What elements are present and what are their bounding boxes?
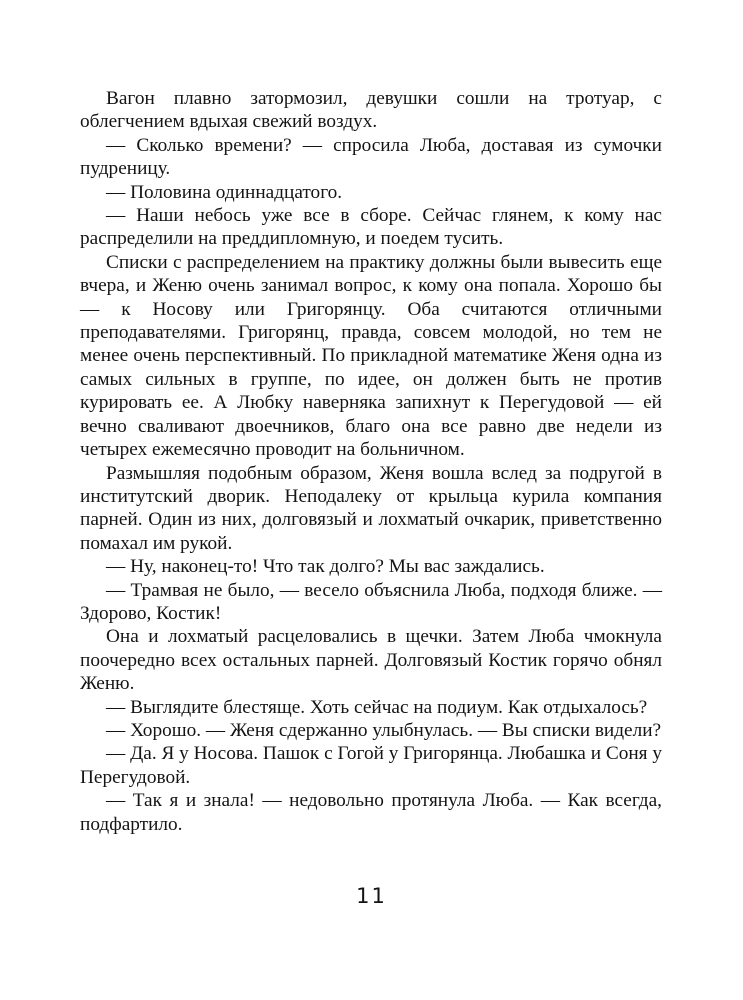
paragraph: Вагон плавно затормозил, девушки сошли на тротуар, с облегчением вдыхая свежий воздух. <box>80 88 662 133</box>
paragraph: Списки с распределением на практику должны были вывесить еще вчера, и Женю очень занимал вопрос, к кому она попала. Хорошо бы — к Носову или Григорянцу. Оба считаются отличными преподавателями. Григорянц, правда, совсем молодой, но тем не менее очень перспективный. По прикладной математике Женя одна из самых сильных в группе, по идее, он должен быть не против курировать ее. А Любку наверняка запихнут к Перегудовой — ей вечно сваливают двоечников, благо она все равно две недели из четырех ежемесячно проводит на больничном. <box>80 251 662 461</box>
paragraph: — Выглядите блестяще. Хоть сейчас на подиум. Как отдыхалось? <box>106 696 648 718</box>
paragraph: — Трамвая не было, — весело объяснила Люба, подходя ближе. — Здорово, Костик! <box>80 579 662 624</box>
paragraph: — Так я и знала! — недовольно протянула Люба. — Как всегда, подфартило. <box>80 790 662 835</box>
paragraph: — Хорошо. — Женя сдержанно улыбнулась. — Вы списки видели? <box>106 719 662 741</box>
body-text <box>80 87 662 836</box>
paragraph: Она и лохматый расцеловались в щечки. Затем Люба чмокнула поочередно всех остальных парней. Долговязый Костик горячо обнял Женю. <box>80 626 662 695</box>
paragraph: — Сколько времени? — спросила Люба, доставая из сумочки пудреницу. <box>80 134 662 180</box>
page-number: 11 <box>356 884 387 908</box>
paragraph: — Ну, наконец-то! Что так долго? Мы вас заждались. <box>106 556 545 578</box>
paragraph: — Да. Я у Носова. Пашок с Гогой у Григорянца. Любашка и Соня у Перегудовой. <box>80 743 662 788</box>
paragraph: Размышляя подобным образом, Женя вошла вслед за подругой в институтский дворик. Неподалеку от крыльца курила компания парней. Один из них, долговязый и лохматый очкарик, приветственно помахал им рукой. <box>80 462 662 554</box>
paragraph: — Половина одиннадцатого. <box>106 181 343 203</box>
paragraph: — Наши небось уже все в сборе. Сейчас глянем, к кому нас распределили на преддипломную, и поедем тусить. <box>80 205 662 250</box>
